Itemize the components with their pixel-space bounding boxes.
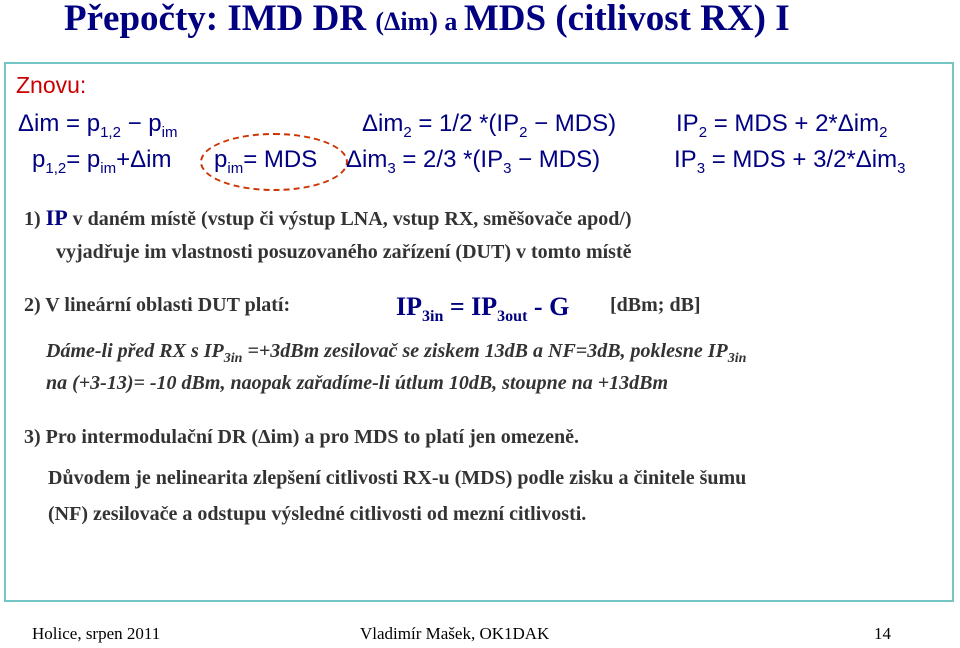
point3-line1: 3) Pro intermodulační DR (Δim) a pro MDS to platí jen omezeně. [24, 426, 580, 448]
page-title: Přepočty: IMD DR (Δim) a MDS (citlivost RX) I [64, 0, 790, 39]
point1-line1: 1) IP v daném místě (vstup či výstup LNA, vstup RX, směšovače apod/) [24, 205, 632, 230]
formula-delta-im2: Δim$_2$ = 1/2 $*(IP_2 - MDS)$ [362, 110, 617, 141]
point2-text: 2) V lineární oblasti DUT platí: [24, 294, 291, 316]
footer-place-date: Holice, srpen 2011 [32, 624, 161, 643]
formula-ip3: $IP_3$ = MDS + 3/2*Δim$_3$ [674, 146, 906, 177]
point3-line2: Důvodem je nelinearita zlepšení citlivosti RX-u (MDS) podle zisku a činitele šumu [48, 467, 747, 489]
point2-units: [dBm; dB] [610, 294, 701, 316]
point3-line3: (NF) zesilovače a odstupu výsledné citlivosti od mezní citlivosti. [48, 503, 587, 525]
znovu-label: Znovu: [16, 72, 87, 98]
formula-mds: $p_{im}=$ MDS [214, 146, 318, 177]
point2-formula: $IP_{3in} = IP_{3out} - G$ [396, 292, 570, 326]
point1-line2: vyjadřuje im vlastnosti posuzovaného zařízení (DUT) v tomto místě [56, 241, 632, 263]
formula-ip2: $IP_2$ = MDS + 2*Δim$_2$ [676, 110, 888, 141]
example-line1: Dáme-li před RX s $IP_{3in} =+3dBm$ zesilovač se ziskem 13dB a NF=3dB, poklesne $IP_{3in}$ [46, 340, 747, 366]
formula-delta-im3: Δim$_3$ = 2/3 $*(IP_3 - MDS)$ [346, 146, 601, 177]
footer-author: Vladimír Mašek, OK1DAK [360, 624, 550, 643]
formula-delta-im: $\Delta im = p_{1,2} - p_{im}$ [18, 110, 178, 141]
footer-page-number: 14 [874, 624, 891, 643]
example-line2: na (+3-13)= -10 dBm, naopak zařadíme-li útlum 10dB, stoupne na +13dBm [46, 372, 669, 394]
formula-p12: $p_{1,2}= p_{im}+\Delta im$ [32, 146, 172, 177]
